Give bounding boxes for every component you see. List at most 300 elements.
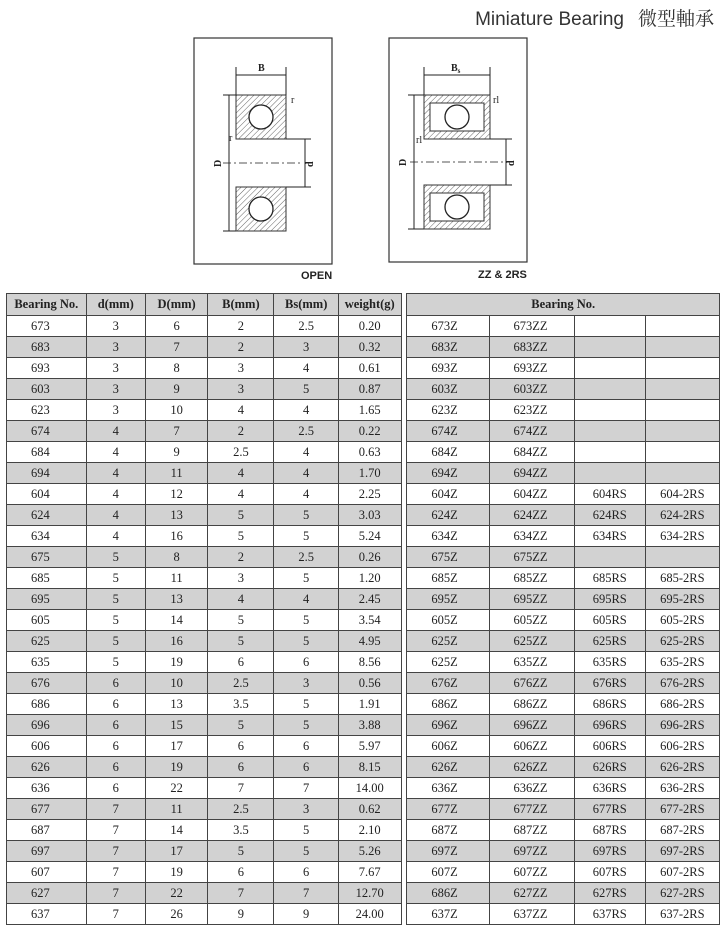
outer-diameter-cell: 13 (145, 694, 207, 715)
rs-variant-cell: 677RS (574, 799, 645, 820)
z-variant-cell: 636Z (407, 778, 489, 799)
2rs-variant-cell (645, 316, 719, 337)
2rs-variant-cell: 627-2RS (645, 883, 719, 904)
outer-diameter-cell: 19 (145, 757, 207, 778)
shielded-width-cell: 6 (274, 757, 338, 778)
rs-variant-cell: 625RS (574, 631, 645, 652)
rs-variant-cell: 606RS (574, 736, 645, 757)
zz-variant-cell: 605ZZ (489, 610, 574, 631)
outer-diameter-cell: 17 (145, 736, 207, 757)
2rs-variant-cell (645, 379, 719, 400)
inner-diameter-cell: 7 (86, 883, 145, 904)
width-cell: 5 (208, 526, 274, 547)
width-cell: 4 (208, 400, 274, 421)
shielded-width-cell: 5 (274, 631, 338, 652)
2rs-variant-cell: 685-2RS (645, 568, 719, 589)
outer-diameter-cell: 22 (145, 883, 207, 904)
2rs-variant-cell: 637-2RS (645, 904, 719, 925)
shielded-inner-label: d (506, 160, 517, 166)
weight-cell: 0.20 (338, 316, 401, 337)
header-width: B(mm) (208, 294, 274, 316)
z-variant-cell: 694Z (407, 463, 489, 484)
2rs-variant-cell: 606-2RS (645, 736, 719, 757)
bearing-no-cell: 695 (7, 589, 87, 610)
shielded-width-cell: 9 (274, 904, 338, 925)
open-radius-label: r (291, 95, 295, 106)
z-variant-cell: 684Z (407, 442, 489, 463)
2rs-variant-cell: 687-2RS (645, 820, 719, 841)
z-variant-cell: 696Z (407, 715, 489, 736)
inner-diameter-cell: 4 (86, 505, 145, 526)
width-cell: 3 (208, 379, 274, 400)
table-row (7, 358, 720, 379)
z-variant-cell: 607Z (407, 862, 489, 883)
z-variant-cell: 673Z (407, 316, 489, 337)
bearing-no-cell: 687 (7, 820, 87, 841)
zz-variant-cell: 687ZZ (489, 820, 574, 841)
inner-diameter-cell: 6 (86, 757, 145, 778)
inner-diameter-cell: 4 (86, 484, 145, 505)
outer-diameter-cell: 16 (145, 526, 207, 547)
rs-variant-cell (574, 358, 645, 379)
header-weight: weight(g) (338, 294, 401, 316)
shielded-width-cell: 5 (274, 505, 338, 526)
outer-diameter-cell: 14 (145, 610, 207, 631)
rs-variant-cell: 627RS (574, 883, 645, 904)
z-variant-cell: 625Z (407, 631, 489, 652)
shielded-caption: ZZ & 2RS (478, 269, 527, 281)
z-variant-cell: 637Z (407, 904, 489, 925)
z-variant-cell: 687Z (407, 820, 489, 841)
zz-variant-cell: 675ZZ (489, 547, 574, 568)
weight-cell: 0.32 (338, 337, 401, 358)
weight-cell: 3.88 (338, 715, 401, 736)
table-row (7, 631, 720, 652)
2rs-variant-cell (645, 337, 719, 358)
shielded-width-cell: 6 (274, 736, 338, 757)
weight-cell: 0.26 (338, 547, 401, 568)
z-variant-cell: 686Z (407, 694, 489, 715)
table-row (7, 526, 720, 547)
inner-diameter-cell: 6 (86, 715, 145, 736)
outer-diameter-cell: 9 (145, 442, 207, 463)
open-bearing-drawing (193, 37, 333, 265)
bearing-no-cell: 634 (7, 526, 87, 547)
z-variant-cell: 603Z (407, 379, 489, 400)
shielded-width-cell: 2.5 (274, 316, 338, 337)
shielded-width-cell: 4 (274, 442, 338, 463)
outer-diameter-cell: 8 (145, 358, 207, 379)
shielded-width-cell: 4 (274, 589, 338, 610)
width-cell: 2.5 (208, 442, 274, 463)
shielded-width-cell: 2.5 (274, 421, 338, 442)
weight-cell: 0.56 (338, 673, 401, 694)
outer-diameter-cell: 19 (145, 862, 207, 883)
zz-variant-cell: 626ZZ (489, 757, 574, 778)
rs-variant-cell (574, 421, 645, 442)
weight-cell: 8.15 (338, 757, 401, 778)
width-cell: 6 (208, 757, 274, 778)
inner-diameter-cell: 4 (86, 421, 145, 442)
bearing-no-cell: 623 (7, 400, 87, 421)
outer-diameter-cell: 12 (145, 484, 207, 505)
table-header-row (7, 294, 720, 316)
2rs-variant-cell: 604-2RS (645, 484, 719, 505)
bearing-no-cell: 626 (7, 757, 87, 778)
bearing-no-cell: 603 (7, 379, 87, 400)
weight-cell: 14.00 (338, 778, 401, 799)
shielded-width-cell: 6 (274, 862, 338, 883)
bearing-no-cell: 605 (7, 610, 87, 631)
rs-variant-cell: 697RS (574, 841, 645, 862)
outer-diameter-cell: 8 (145, 547, 207, 568)
inner-diameter-cell: 3 (86, 316, 145, 337)
inner-diameter-cell: 3 (86, 400, 145, 421)
width-cell: 3 (208, 568, 274, 589)
width-cell: 9 (208, 904, 274, 925)
z-variant-cell: 676Z (407, 673, 489, 694)
outer-diameter-cell: 16 (145, 631, 207, 652)
2rs-variant-cell: 677-2RS (645, 799, 719, 820)
z-variant-cell: 604Z (407, 484, 489, 505)
z-variant-cell: 683Z (407, 337, 489, 358)
bearing-no-cell: 636 (7, 778, 87, 799)
2rs-variant-cell (645, 442, 719, 463)
bearing-no-cell: 697 (7, 841, 87, 862)
zz-variant-cell: 636ZZ (489, 778, 574, 799)
2rs-variant-cell: 626-2RS (645, 757, 719, 778)
outer-diameter-cell: 7 (145, 337, 207, 358)
rs-variant-cell (574, 442, 645, 463)
shielded-radius-label: rl (493, 95, 500, 106)
outer-diameter-cell: 26 (145, 904, 207, 925)
header-outer-diameter: D(mm) (145, 294, 207, 316)
zz-variant-cell: 634ZZ (489, 526, 574, 547)
table-row (7, 799, 720, 820)
inner-diameter-cell: 7 (86, 841, 145, 862)
rs-variant-cell (574, 547, 645, 568)
2rs-variant-cell (645, 547, 719, 568)
shielded-width-cell: 6 (274, 652, 338, 673)
bearing-no-cell: 627 (7, 883, 87, 904)
width-cell: 6 (208, 862, 274, 883)
zz-variant-cell: 607ZZ (489, 862, 574, 883)
shielded-width-cell: 4 (274, 463, 338, 484)
z-variant-cell: 634Z (407, 526, 489, 547)
outer-diameter-cell: 22 (145, 778, 207, 799)
shielded-width-cell: 2.5 (274, 547, 338, 568)
table-body (7, 316, 720, 925)
weight-cell: 5.24 (338, 526, 401, 547)
table-row (7, 883, 720, 904)
table-row (7, 316, 720, 337)
weight-cell: 1.20 (338, 568, 401, 589)
width-cell: 3.5 (208, 820, 274, 841)
open-radius-label-2: r (229, 133, 233, 144)
bearing-no-cell: 674 (7, 421, 87, 442)
inner-diameter-cell: 5 (86, 610, 145, 631)
2rs-variant-cell: 686-2RS (645, 694, 719, 715)
table-row (7, 442, 720, 463)
table-row (7, 568, 720, 589)
weight-cell: 0.61 (338, 358, 401, 379)
width-cell: 2 (208, 421, 274, 442)
width-cell: 2.5 (208, 799, 274, 820)
shielded-bearing-drawing (388, 37, 528, 263)
width-cell: 5 (208, 715, 274, 736)
table-row (7, 841, 720, 862)
rs-variant-cell: 695RS (574, 589, 645, 610)
table-row (7, 862, 720, 883)
open-width-label: B (258, 63, 265, 74)
zz-variant-cell: 603ZZ (489, 379, 574, 400)
table-row (7, 820, 720, 841)
zz-variant-cell: 693ZZ (489, 358, 574, 379)
table-row (7, 484, 720, 505)
rs-variant-cell: 635RS (574, 652, 645, 673)
weight-cell: 4.95 (338, 631, 401, 652)
width-cell: 2.5 (208, 673, 274, 694)
rs-variant-cell (574, 400, 645, 421)
shielded-width-cell: 7 (274, 883, 338, 904)
rs-variant-cell: 605RS (574, 610, 645, 631)
width-cell: 4 (208, 463, 274, 484)
shielded-width-cell: 5 (274, 610, 338, 631)
table-row (7, 379, 720, 400)
table-row (7, 400, 720, 421)
bearing-no-cell: 604 (7, 484, 87, 505)
weight-cell: 1.91 (338, 694, 401, 715)
z-variant-cell: 693Z (407, 358, 489, 379)
rs-variant-cell: 685RS (574, 568, 645, 589)
rs-variant-cell: 686RS (574, 694, 645, 715)
shielded-width-cell: 3 (274, 799, 338, 820)
header-shielded-width: Bs(mm) (274, 294, 338, 316)
z-variant-cell: 624Z (407, 505, 489, 526)
shielded-width-cell: 5 (274, 379, 338, 400)
z-variant-cell: 686Z (407, 883, 489, 904)
outer-diameter-cell: 6 (145, 316, 207, 337)
inner-diameter-cell: 4 (86, 442, 145, 463)
z-variant-cell: 606Z (407, 736, 489, 757)
z-variant-cell: 695Z (407, 589, 489, 610)
2rs-variant-cell: 625-2RS (645, 631, 719, 652)
width-cell: 5 (208, 631, 274, 652)
zz-variant-cell: 685ZZ (489, 568, 574, 589)
bearing-no-cell: 624 (7, 505, 87, 526)
weight-cell: 5.97 (338, 736, 401, 757)
bearing-no-cell: 677 (7, 799, 87, 820)
shielded-width-cell: 4 (274, 400, 338, 421)
bearing-no-cell: 675 (7, 547, 87, 568)
width-cell: 2 (208, 337, 274, 358)
page-title (461, 4, 714, 31)
2rs-variant-cell: 635-2RS (645, 652, 719, 673)
outer-diameter-cell: 9 (145, 379, 207, 400)
weight-cell: 2.45 (338, 589, 401, 610)
rs-variant-cell: 604RS (574, 484, 645, 505)
outer-diameter-cell: 19 (145, 652, 207, 673)
inner-diameter-cell: 5 (86, 589, 145, 610)
zz-variant-cell: 695ZZ (489, 589, 574, 610)
zz-variant-cell: 674ZZ (489, 421, 574, 442)
open-caption: OPEN (301, 270, 333, 282)
bearing-no-cell: 694 (7, 463, 87, 484)
2rs-variant-cell: 607-2RS (645, 862, 719, 883)
inner-diameter-cell: 3 (86, 358, 145, 379)
zz-variant-cell: 635ZZ (489, 652, 574, 673)
table-row (7, 547, 720, 568)
2rs-variant-cell (645, 463, 719, 484)
weight-cell: 3.03 (338, 505, 401, 526)
2rs-variant-cell: 697-2RS (645, 841, 719, 862)
zz-variant-cell: 677ZZ (489, 799, 574, 820)
shielded-width-cell: 3 (274, 337, 338, 358)
bearing-spec-table (6, 293, 720, 925)
shielded-bearing-diagram (388, 37, 528, 263)
table-row (7, 736, 720, 757)
title-chinese: 微型軸承 (637, 9, 714, 30)
inner-diameter-cell: 7 (86, 799, 145, 820)
2rs-variant-cell: 696-2RS (645, 715, 719, 736)
rs-variant-cell (574, 316, 645, 337)
width-cell: 4 (208, 484, 274, 505)
z-variant-cell: 697Z (407, 841, 489, 862)
zz-variant-cell: 623ZZ (489, 400, 574, 421)
2rs-variant-cell: 634-2RS (645, 526, 719, 547)
inner-diameter-cell: 7 (86, 862, 145, 883)
inner-diameter-cell: 6 (86, 778, 145, 799)
inner-diameter-cell: 4 (86, 463, 145, 484)
shielded-width-cell: 5 (274, 694, 338, 715)
outer-diameter-cell: 11 (145, 463, 207, 484)
table-row (7, 694, 720, 715)
rs-variant-cell: 636RS (574, 778, 645, 799)
open-inner-label: d (305, 161, 316, 167)
2rs-variant-cell: 636-2RS (645, 778, 719, 799)
table-row (7, 610, 720, 631)
bearing-no-cell: 684 (7, 442, 87, 463)
zz-variant-cell: 697ZZ (489, 841, 574, 862)
outer-diameter-cell: 15 (145, 715, 207, 736)
width-cell: 7 (208, 778, 274, 799)
open-bearing-diagram (193, 37, 333, 265)
z-variant-cell: 675Z (407, 547, 489, 568)
inner-diameter-cell: 5 (86, 631, 145, 652)
weight-cell: 24.00 (338, 904, 401, 925)
bearing-no-cell: 693 (7, 358, 87, 379)
zz-variant-cell: 696ZZ (489, 715, 574, 736)
weight-cell: 0.87 (338, 379, 401, 400)
width-cell: 5 (208, 610, 274, 631)
table-row (7, 589, 720, 610)
bearing-no-cell: 696 (7, 715, 87, 736)
table-row (7, 505, 720, 526)
outer-diameter-cell: 13 (145, 505, 207, 526)
weight-cell: 1.70 (338, 463, 401, 484)
table-row (7, 421, 720, 442)
shielded-width-cell: 5 (274, 526, 338, 547)
header-bearing-no: Bearing No. (7, 294, 87, 316)
header-inner-diameter: d(mm) (86, 294, 145, 316)
z-variant-cell: 685Z (407, 568, 489, 589)
table-row (7, 337, 720, 358)
bearing-no-cell: 685 (7, 568, 87, 589)
outer-diameter-cell: 10 (145, 673, 207, 694)
inner-diameter-cell: 3 (86, 379, 145, 400)
zz-variant-cell: 625ZZ (489, 631, 574, 652)
rs-variant-cell: 696RS (574, 715, 645, 736)
2rs-variant-cell (645, 358, 719, 379)
bearing-no-cell: 607 (7, 862, 87, 883)
inner-diameter-cell: 6 (86, 736, 145, 757)
zz-variant-cell: 683ZZ (489, 337, 574, 358)
shielded-width-cell: 4 (274, 484, 338, 505)
bearing-no-cell: 637 (7, 904, 87, 925)
weight-cell: 7.67 (338, 862, 401, 883)
inner-diameter-cell: 5 (86, 547, 145, 568)
rs-variant-cell: 607RS (574, 862, 645, 883)
shielded-radius-label-2: rl (416, 135, 423, 146)
width-cell: 6 (208, 736, 274, 757)
rs-variant-cell (574, 379, 645, 400)
width-cell: 5 (208, 841, 274, 862)
open-outer-label: D (213, 159, 224, 167)
shielded-width-cell: 7 (274, 778, 338, 799)
shielded-width-cell: 5 (274, 841, 338, 862)
outer-diameter-cell: 13 (145, 589, 207, 610)
rs-variant-cell: 626RS (574, 757, 645, 778)
outer-diameter-cell: 17 (145, 841, 207, 862)
z-variant-cell: 677Z (407, 799, 489, 820)
outer-diameter-cell: 7 (145, 421, 207, 442)
table-row (7, 778, 720, 799)
table-row (7, 715, 720, 736)
zz-variant-cell: 686ZZ (489, 694, 574, 715)
title-english: Miniature Bearing (475, 9, 624, 30)
width-cell: 4 (208, 589, 274, 610)
zz-variant-cell: 637ZZ (489, 904, 574, 925)
z-variant-cell: 623Z (407, 400, 489, 421)
shielded-width-cell: 5 (274, 568, 338, 589)
table-row (7, 673, 720, 694)
inner-diameter-cell: 3 (86, 337, 145, 358)
inner-diameter-cell: 7 (86, 904, 145, 925)
rs-variant-cell: 624RS (574, 505, 645, 526)
weight-cell: 1.65 (338, 400, 401, 421)
shielded-width-subscript: s (457, 67, 461, 75)
weight-cell: 12.70 (338, 883, 401, 904)
inner-diameter-cell: 7 (86, 820, 145, 841)
width-cell: 3 (208, 358, 274, 379)
weight-cell: 0.62 (338, 799, 401, 820)
bearing-no-cell: 606 (7, 736, 87, 757)
2rs-variant-cell: 676-2RS (645, 673, 719, 694)
weight-cell: 0.22 (338, 421, 401, 442)
2rs-variant-cell: 624-2RS (645, 505, 719, 526)
shielded-width-cell: 5 (274, 820, 338, 841)
weight-cell: 8.56 (338, 652, 401, 673)
rs-variant-cell: 687RS (574, 820, 645, 841)
zz-variant-cell: 624ZZ (489, 505, 574, 526)
table-row (7, 652, 720, 673)
table-row (7, 904, 720, 925)
shielded-outer-label: D (398, 158, 409, 166)
bearing-no-cell: 683 (7, 337, 87, 358)
width-cell: 5 (208, 505, 274, 526)
table-row (7, 463, 720, 484)
width-cell: 7 (208, 883, 274, 904)
